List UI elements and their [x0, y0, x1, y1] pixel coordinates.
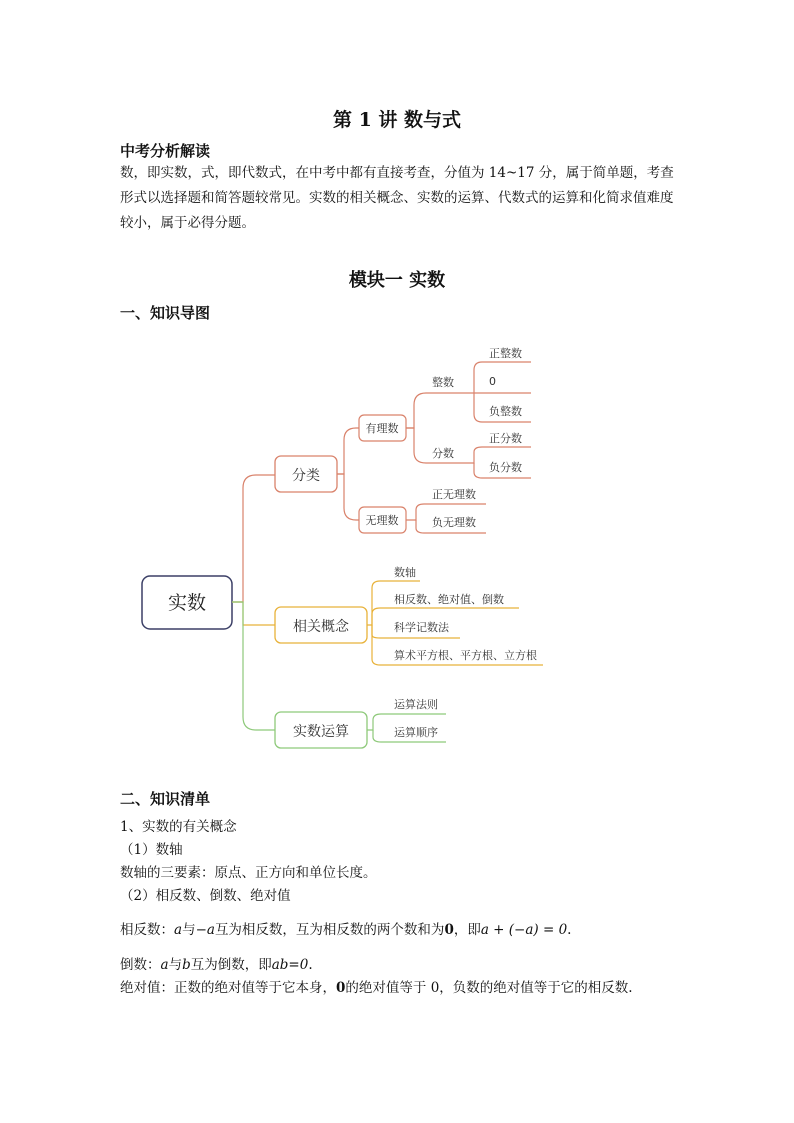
- analysis-heading: 中考分析解读: [120, 142, 211, 160]
- absolute-text2: 的绝对值等于 0，负数的绝对值等于它的相反数.: [345, 980, 633, 996]
- absolute-zero: 0: [336, 980, 346, 996]
- reciprocal-end: .: [308, 957, 313, 973]
- concept-roots: 算术平方根、平方根、立方根: [394, 649, 537, 662]
- lecture-title: 第 1 讲 数与式: [332, 109, 462, 131]
- node-pos-irr: 正无理数: [432, 488, 476, 501]
- opposite-line: [120, 918, 571, 938]
- node-zero: 0: [489, 375, 496, 388]
- reciprocal-line: [120, 953, 313, 973]
- reciprocal-mid: 与: [168, 957, 183, 973]
- list-sub1: （1）数轴: [120, 842, 183, 858]
- list-sub1-text: 数轴的三要素：原点、正方向和单位长度。: [120, 865, 377, 881]
- opposite-zero: 0: [444, 922, 454, 938]
- branch-concepts: 相关概念: [293, 619, 349, 635]
- op-rules: 运算法则: [394, 698, 438, 711]
- reciprocal-equation: ab=0: [271, 957, 309, 973]
- mindmap: [0, 330, 794, 760]
- opposite-end: .: [567, 922, 572, 938]
- math-neg-a: −a: [195, 922, 215, 938]
- list-item1: 1、实数的有关概念: [120, 819, 237, 835]
- branch-classify: 分类: [292, 468, 320, 484]
- module-title: 模块一 实数: [348, 270, 446, 291]
- connector-classify: [232, 475, 275, 602]
- node-neg-int: 负整数: [489, 405, 522, 418]
- node-integer: 整数: [432, 376, 454, 389]
- absolute-line: [120, 976, 633, 996]
- node-rational: 有理数: [365, 422, 399, 435]
- opposite-mid: 与: [182, 922, 196, 938]
- node-neg-frac: 负分数: [489, 461, 522, 474]
- branch-ops: 实数运算: [293, 724, 349, 740]
- opposite-text: 互为相反数，互为相反数的两个数和为: [214, 922, 445, 938]
- opposite-label: 相反数：: [120, 922, 174, 938]
- opposite-comma: ，即: [453, 922, 481, 938]
- math-b: b: [182, 957, 191, 973]
- concept-opposite: 相反数、绝对值、倒数: [394, 593, 504, 606]
- list-sub2: （2）相反数、倒数、绝对值: [120, 888, 291, 904]
- node-fraction: 分数: [432, 447, 454, 460]
- math-a: a: [160, 957, 169, 973]
- mindmap-root: 实数: [167, 592, 207, 614]
- section1-heading: 一、知识导图: [120, 304, 211, 322]
- concept-axis: 数轴: [394, 566, 416, 579]
- analysis-body: 数，即实数，式，即代数式，在中考中都有直接考查，分值为 14~17 分，属于简单题，考查形式以选择题和简答题较常见。实数的相关概念、实数的运算、代数式的运算和化简求值难度较小，属于必得分题。: [120, 165, 674, 231]
- node-pos-int: 正整数: [489, 347, 522, 360]
- connector-concepts: [232, 602, 275, 625]
- opposite-equation: a + (−a) = 0: [480, 922, 568, 938]
- node-pos-frac: 正分数: [489, 432, 522, 445]
- math-a: a: [174, 922, 183, 938]
- absolute-text: 绝对值：正数的绝对值等于它本身，: [120, 980, 336, 996]
- node-irrational: 无理数: [365, 514, 399, 527]
- reciprocal-label: 倒数：: [120, 957, 161, 973]
- connector-ops: [232, 602, 275, 730]
- concept-sci-notation: 科学记数法: [394, 621, 449, 634]
- reciprocal-text: 互为倒数，即: [190, 957, 272, 973]
- op-order: 运算顺序: [394, 726, 438, 739]
- section2-heading: 二、知识清单: [120, 790, 211, 808]
- node-neg-irr: 负无理数: [432, 516, 476, 529]
